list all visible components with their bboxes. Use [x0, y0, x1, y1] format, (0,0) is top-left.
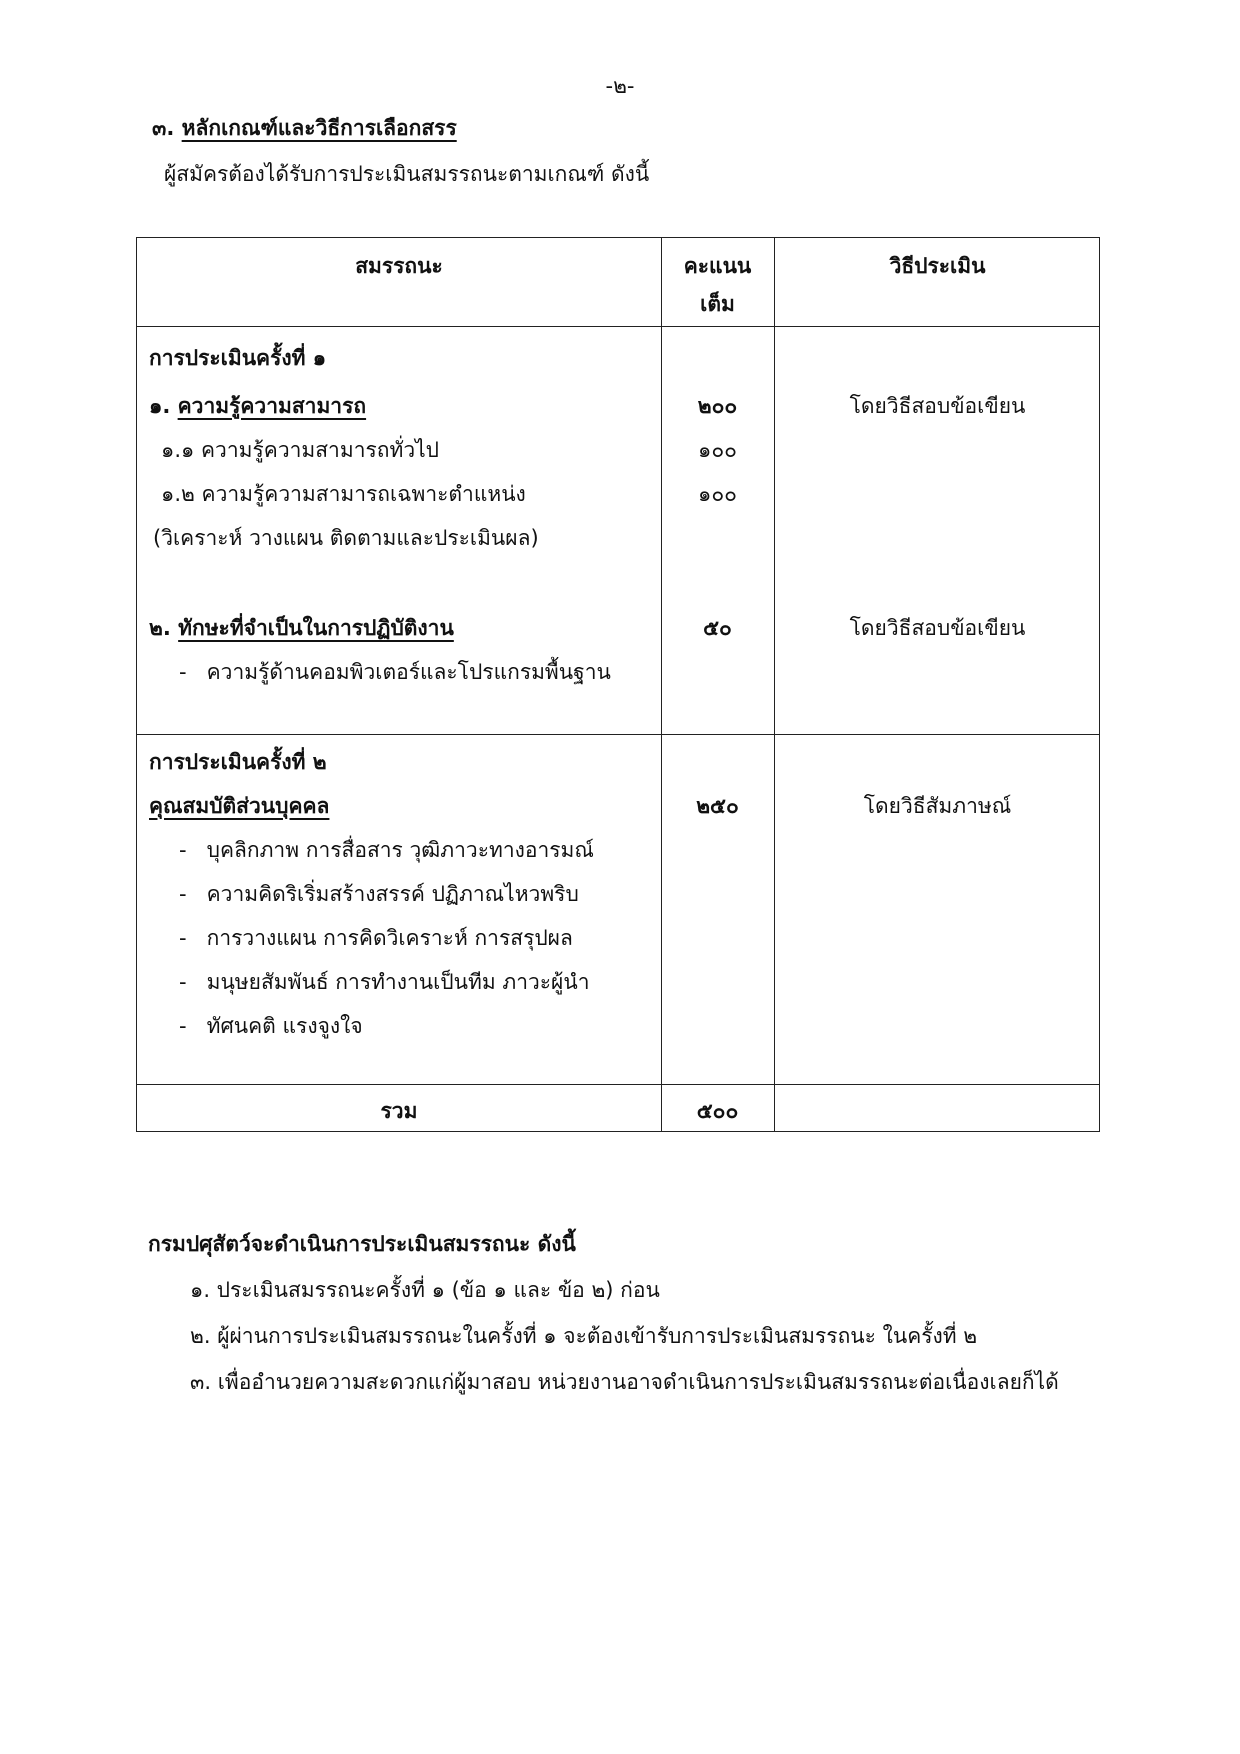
page-number: -๒- [605, 74, 635, 98]
header-score-line2: เต็ม [700, 292, 735, 316]
list-item: - ความรู้ด้านคอมพิวเตอร์และโปรแกรมพื้นฐาน [179, 660, 611, 684]
section-title-text: หลักเกณฑ์และวิธีการเลือกสรร [181, 116, 457, 140]
item1-number: ๑. [149, 394, 171, 418]
header-score-line1: คะแนน [683, 254, 752, 278]
procedure-heading: กรมปศุสัตว์จะดำเนินการประเมินสมรรถนะ ดังนี้ [148, 1232, 576, 1256]
item1-sub2-score: ๑๐๐ [698, 482, 737, 506]
item1-title-text: ความรู้ความสามารถ [177, 394, 367, 418]
item1-title [149, 390, 366, 423]
list-item: - ความคิดริเริ่มสร้างสรรค์ ปฏิภาณไหวพริบ [179, 882, 579, 906]
procedure-step: ๑. ประเมินสมรรถนะครั้งที่ ๑ (ข้อ ๑ และ ข้อ ๒) ก่อน [190, 1278, 660, 1302]
round2-label: การประเมินครั้งที่ ๒ [149, 750, 327, 774]
procedure-step: ๒. ผู้ผ่านการประเมินสมรรถนะในครั้งที่ ๑ จะต้องเข้ารับการประเมินสมรรถนะ ในครั้งที่ ๒ [190, 1324, 978, 1348]
header-competency: สมรรถนะ [355, 254, 443, 278]
round1-label: การประเมินครั้งที่ ๑ [149, 346, 327, 370]
list-item: - การวางแผน การคิดวิเคราะห์ การสรุปผล [179, 926, 573, 950]
competency-table [136, 237, 1100, 1132]
total-label: รวม [380, 1099, 418, 1123]
list-item: - บุคลิกภาพ การสื่อสาร วุฒิภาวะทางอารมณ์ [179, 838, 594, 862]
list-item: - ทัศนคติ แรงจูงใจ [179, 1014, 363, 1038]
round2-score: ๒๕๐ [696, 794, 739, 818]
item1-method: โดยวิธีสอบข้อเขียน [849, 394, 1026, 418]
round2-title: คุณสมบัติส่วนบุคคล [149, 794, 330, 818]
item2-score: ๕๐ [703, 616, 732, 640]
header-method: วิธีประเมิน [889, 254, 986, 278]
row-divider [137, 1084, 1099, 1085]
column-divider [661, 238, 662, 1131]
item2-title-text: ทักษะที่จำเป็นในการปฏิบัติงาน [178, 616, 454, 640]
procedure-step: ๓. เพื่ออำนวยความสะดวกแก่ผู้มาสอบ หน่วยงานอาจดำเนินการประเมินสมรรถนะต่อเนื่องเลยก็ได้ [190, 1370, 1059, 1394]
round2-method: โดยวิธีสัมภาษณ์ [863, 794, 1012, 818]
item1-score: ๒๐๐ [697, 394, 738, 418]
column-divider [774, 238, 775, 1131]
item2-number: ๒. [149, 616, 171, 640]
section-title [152, 112, 457, 145]
item1-note: (วิเคราะห์ วางแผน ติดตามและประเมินผล) [153, 526, 539, 550]
item2-method: โดยวิธีสอบข้อเขียน [849, 616, 1026, 640]
intro-text: ผู้สมัครต้องได้รับการประเมินสมรรถนะตามเกณฑ์ ดังนี้ [164, 162, 650, 186]
list-item: - มนุษยสัมพันธ์ การทำงานเป็นทีม ภาวะผู้นำ [179, 970, 590, 994]
section-number: ๓. [152, 116, 175, 140]
row-divider [137, 326, 1099, 327]
row-divider [137, 734, 1099, 735]
item1-sub1-label: ๑.๑ ความรู้ความสามารถทั่วไป [161, 438, 440, 462]
item2-title [149, 612, 454, 645]
item1-sub2-label: ๑.๒ ความรู้ความสามารถเฉพาะตำแหน่ง [161, 482, 526, 506]
item1-sub1-score: ๑๐๐ [698, 438, 737, 462]
total-score: ๕๐๐ [696, 1099, 739, 1123]
